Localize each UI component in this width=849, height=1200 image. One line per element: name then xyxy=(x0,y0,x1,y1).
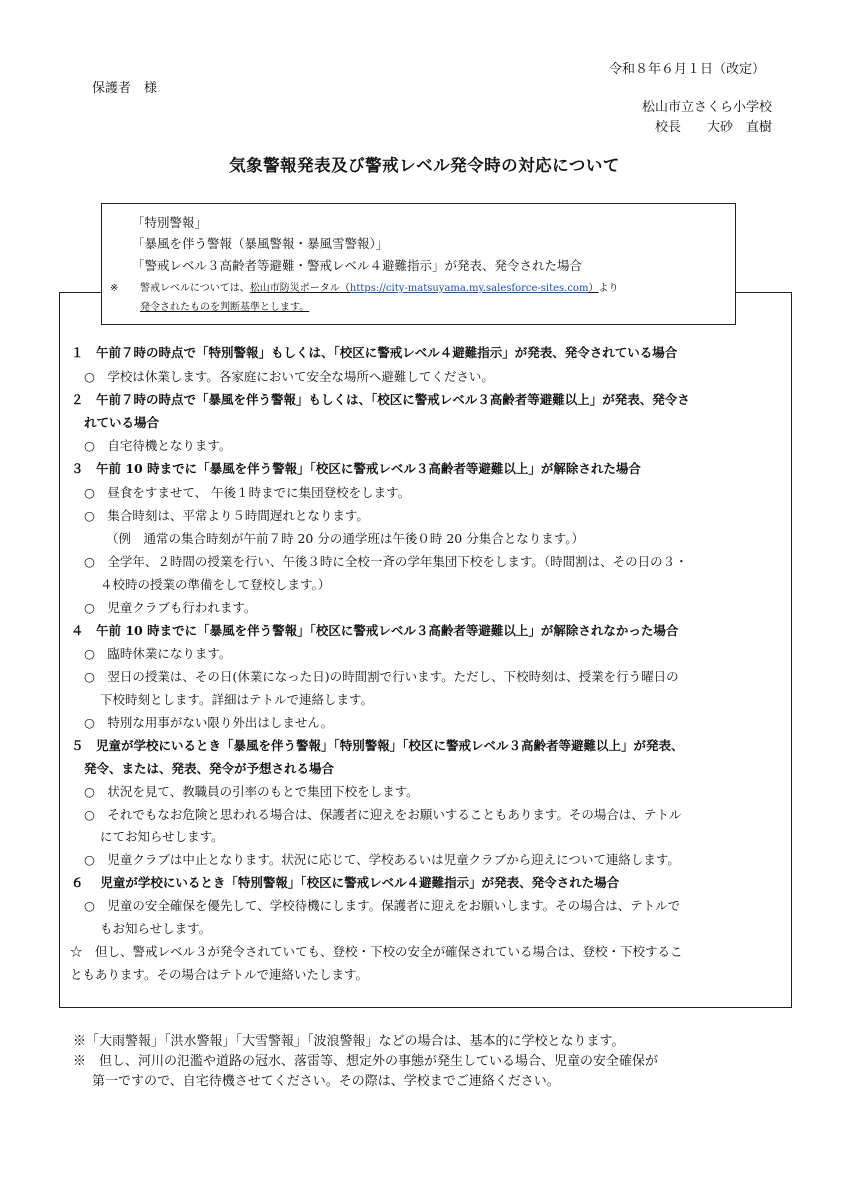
issue-date: 令和８年６月１日（改定） xyxy=(608,62,765,77)
exception-note: ☆ 但し、警戒レベル３が発令されていても、登校・下校の安全が確保されている場合は、登校・下校するこ xyxy=(70,944,683,959)
section-4-heading: ４ 午前 10 時までに「暴風を伴う警報」「校区に警戒レベル３高齢者等避難以上」が解除されなかった場合 xyxy=(71,623,679,638)
section-3-item-3: ○ 全学年、２時間の授業を行い、午後３時に全校一斉の学年集団下校をします。（時間割は、その日の３・ xyxy=(84,554,688,569)
url-open-paren: （ xyxy=(339,283,350,294)
note-mark: ※ xyxy=(110,283,119,294)
section-4-item-2-cont: 下校時刻とします。詳細はテトルで連絡します。 xyxy=(100,692,374,707)
section-5-item-2-cont: にてお知らせします。 xyxy=(100,829,224,844)
criteria-alert-level xyxy=(132,256,582,274)
criteria-note-continued: 発令されたものを判断基準とします。 xyxy=(140,302,310,313)
document-title: 気象警報発表及び警戒レベル発令時の対応について xyxy=(229,156,620,175)
section-6-item-cont: もお知らせします。 xyxy=(100,921,212,936)
note-suffix: より xyxy=(598,283,619,294)
section-3-item-4: ○ 児童クラブも行われます。 xyxy=(84,600,257,615)
principal-name: 校長 大砂 直樹 xyxy=(654,120,772,135)
criteria-storm-warning: 「暴風を伴う警報（暴風警報・暴風雪警報）」 xyxy=(132,236,389,251)
section-5-item-1: ○ 状況を見て、教職員の引率のもとで集団下校をします。 xyxy=(84,784,419,799)
section-4-item-3: ○ 特別な用事がない限り外出はしません。 xyxy=(84,715,334,730)
criteria-box xyxy=(101,203,736,325)
section-3-item-1: ○ 昼食をすませて、 午後１時までに集団登校をします。 xyxy=(84,485,411,500)
section-6-item: ○ 児童の安全確保を優先して、学校待機にします。保護者に迎えをお願いします。その場合は、テトルで xyxy=(84,898,681,913)
section-4-item-2: ○ 翌日の授業は、その日(休業になった日)の時間割で行います。ただし、下校時刻は、授業を行う曜日の xyxy=(84,669,679,684)
criteria-special-warning: 「特別警報」 xyxy=(132,215,208,230)
section-1-item: ○ 学校は休業します。各家庭において安全な場所へ避難してください。 xyxy=(84,369,494,384)
section-5-item-3: ○ 児童クラブは中止となります。状況に応じて、学校あるいは児童クラブから迎えについて連絡します。 xyxy=(84,852,680,867)
section-3-item-3-cont: ４校時の授業の準備をして登校します。） xyxy=(100,577,331,592)
criteria-note xyxy=(110,279,618,294)
section-1-heading: １ 午前７時の時点で「特別警報」もしくは、「校区に警戒レベル４避難指示」が発表、発令されている場合 xyxy=(71,345,678,360)
section-3-item-2: ○ 集合時刻は、平常より５時間遅れとなります。 xyxy=(84,508,369,523)
url-close-paren: ） xyxy=(588,283,599,294)
footnote-other-warnings: ※「大雨警報」「洪水警報」「大雪警報」「波浪警報」などの場合は、基本的に学校となります。 xyxy=(73,1034,625,1049)
criteria-alert-level-name: 「警戒レベル３高齢者等避難・警戒レベル４避難指示」 xyxy=(132,258,445,273)
footnote-unexpected-events-cont: 第一ですので、自宅待機させてください。その際は、学校までご連絡ください。 xyxy=(92,1074,560,1089)
section-3-example: （例 通常の集合時刻が午前７時 20 分の通学班は午後０時 20 分集合となります。） xyxy=(106,531,584,546)
note-prefix: 警戒レベルについては、 xyxy=(140,283,250,294)
school-name: 松山市立さくら小学校 xyxy=(641,100,772,115)
section-2-item: ○ 自宅待機となります。 xyxy=(84,438,232,453)
section-5-heading-cont: 発令、または、発表、発令が予想される場合 xyxy=(84,761,335,776)
footnote-unexpected-events: ※ 但し、河川の氾濫や道路の冠水、落雷等、想定外の事態が発生している場合、児童の安全確保が xyxy=(73,1054,659,1069)
exception-note-cont: ともあります。その場合はテトルで連絡いたします。 xyxy=(70,967,369,982)
section-5-item-2: ○ それでもなお危険と思われる場合は、保護者に迎えをお願いすることもあります。その場合は、テトル xyxy=(84,807,682,822)
section-2-heading: ２ 午前７時の時点で「暴風を伴う警報」もしくは、「校区に警戒レベル３高齢者等避難以上」が発表、発令さ xyxy=(71,392,690,407)
portal-name-link[interactable]: 松山市防災ポータル xyxy=(249,283,340,294)
section-2-heading-cont: れている場合 xyxy=(84,415,160,430)
recipient: 保護者 様 xyxy=(92,81,158,96)
section-6-heading: ６ 児童が学校にいるとき「特別警報」「校区に警戒レベル４避難指示」が発表、発令された場合 xyxy=(71,875,620,890)
portal-url-link[interactable]: https://city-matsuyama.my.salesforce-sites.com xyxy=(349,283,589,294)
section-5-heading: ５ 児童が学校にいるとき「暴風を伴う警報」「特別警報」「校区に警戒レベル３高齢者等避難以上」が発表、 xyxy=(71,738,684,753)
section-3-heading: ３ 午前 10 時までに「暴風を伴う警報」「校区に警戒レベル３高齢者等避難以上」が解除された場合 xyxy=(71,461,641,476)
criteria-alert-level-suffix: が発表、発令された場合 xyxy=(444,258,583,273)
section-4-item-1: ○ 臨時休業になります。 xyxy=(84,646,232,661)
